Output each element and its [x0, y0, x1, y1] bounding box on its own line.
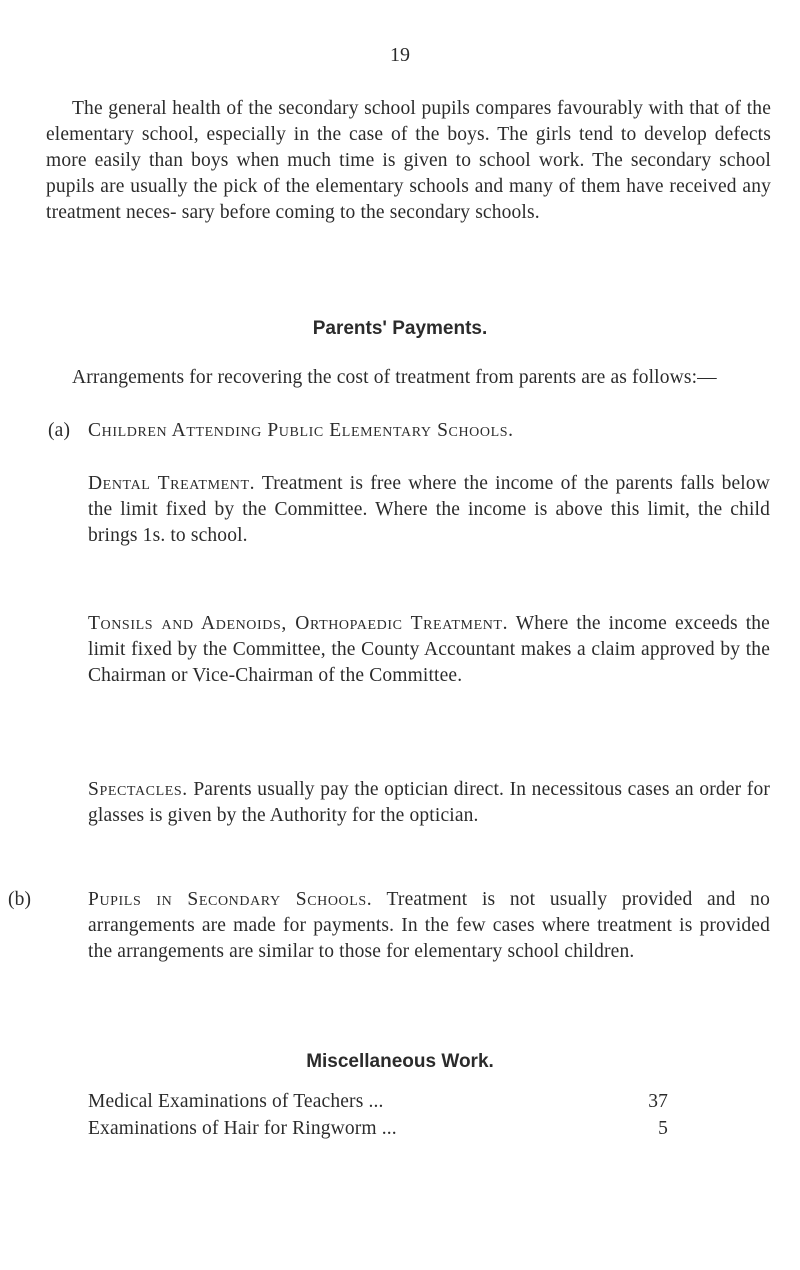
- section-a-heading: [48, 418, 514, 444]
- dental-treatment-text: Treatment is free where the income of the parents falls below the limit fixed by the Committee. Where the income is above this limit, the child brings 1s. to school.: [88, 473, 770, 546]
- table-row: [88, 1118, 668, 1145]
- table-row: [88, 1091, 668, 1118]
- intro-paragraph: The general health of the secondary school pupils compares favourably with that of the elementary school, especially in the case of the boys. The girls tend to develop defects more easily than boys when much time is given to school work. The secondary school pupils are usually the pick of the elementary schools and many of them have received any treatment neces- sary before coming to the secondary schools.: [46, 98, 771, 223]
- tonsils-text: Where the income exceeds the limit fixed by the Committee, the County Accountant makes a claim approved by the Chairman or Vice-Chairman of the Committee.: [88, 613, 770, 686]
- misc-row-label: Examinations of Hair for Ringworm ...: [88, 1118, 397, 1139]
- dental-treatment-paragraph: [88, 471, 770, 549]
- spectacles-label: Spectacles.: [88, 779, 188, 800]
- arrangements-paragraph: Arrangements for recovering the cost of treatment from parents are as follows:—: [72, 367, 717, 388]
- misc-row-label: Medical Examinations of Teachers ...: [88, 1091, 384, 1112]
- section-a-title: Children Attending Public Elementary Schools.: [88, 420, 514, 441]
- parents-payments-heading: Parents' Payments.: [312, 318, 488, 339]
- section-a-marker: (a): [48, 420, 71, 441]
- tonsils-paragraph: [88, 611, 770, 689]
- section-b-marker: (b): [8, 889, 32, 910]
- spectacles-text: Parents usually pay the optician direct. In necessitous cases an order for glasses is given by the Authority for the optician.: [88, 779, 770, 826]
- tonsils-label: Tonsils and Adenoids, Orthopaedic Treatment.: [88, 613, 509, 634]
- section-b-title: Pupils in Secondary Schools.: [88, 889, 373, 910]
- page-number: 19: [390, 44, 410, 66]
- misc-row-value: 37: [648, 1091, 668, 1112]
- misc-row-value: 5: [658, 1118, 668, 1139]
- spectacles-paragraph: [88, 777, 770, 829]
- miscellaneous-table: [88, 1091, 668, 1145]
- miscellaneous-heading: Miscellaneous Work.: [306, 1051, 494, 1072]
- dental-treatment-label: Dental Treatment.: [88, 473, 256, 494]
- section-b-paragraph: [8, 887, 770, 965]
- section-b-text: Treatment is not usually provided and no arrangements are made for payments. In the few cases where treatment is provided the arrangements are similar to those for elementary school children.: [88, 889, 770, 962]
